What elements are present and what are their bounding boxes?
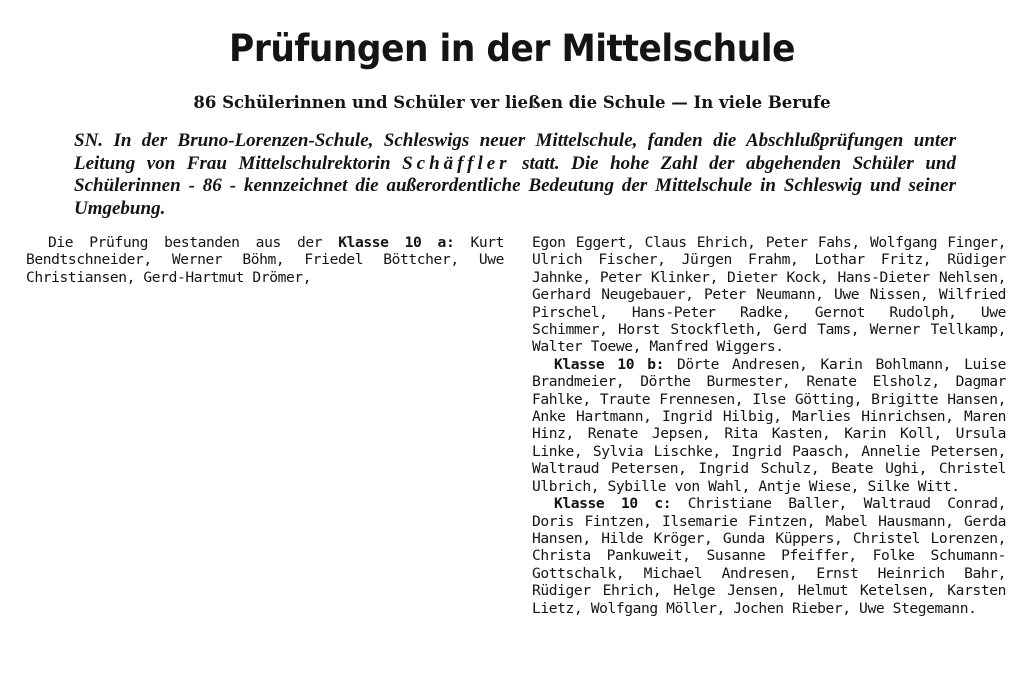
class-a-paragraph-start [26, 234, 504, 286]
lead-text-part1: SN. In der Bruno-Lorenzen-Schule, Schleswigs neuer Mittelschule, fanden die Abschlußprüfungen unter Leitung von Frau Mittelschulrektorin [74, 130, 956, 174]
class-c-names: Christiane Baller, Waltraud Conrad, Doris Fintzen, Ilsemarie Fintzen, Mabel Hausmann, Gerda Hansen, Hilde Kröger, Gunda Küppers, Christel Lorenzen, Christa Pankuweit, Susanne Pfeiffer, Folke Schumann-Gottschalk, Michael Andresen, Ernst Heinrich Bahr, Rüdiger Ehrich, Helge Jensen, Helmut Ketelsen, Karsten Lietz, Wolfgang Möller, Jochen Rieber, Uwe Stegemann. [532, 495, 1006, 617]
class-b-paragraph [532, 356, 1006, 495]
left-column [26, 234, 504, 286]
class-b-label: Klasse 10 b: [554, 355, 664, 373]
class-a-label: Klasse 10 a: [338, 234, 455, 251]
lead-rector-name: Schäffler [402, 152, 511, 174]
article-lead-paragraph [74, 130, 956, 220]
lead-text-part2: statt. Die hohe Zahl der abgehenden Schüler und Schülerinnen - 86 - kennzeichnet die außerordentliche Bedeutung der Mittelschule in Schleswig und seiner Umgebung. [74, 152, 956, 219]
article-subheadline: 86 Schülerinnen und Schüler ver ließen die Schule — In viele Berufe [193, 93, 831, 112]
intro-text: Die Prüfung bestanden aus der [48, 234, 339, 251]
class-c-label: Klasse 10 c: [554, 495, 672, 513]
class-a-names-start: Kurt Bendtschneider, Werner Böhm, Friedel Böttcher, Uwe Christiansen, Gerd-Hartmut Drömer, [26, 234, 504, 286]
right-column [532, 234, 1006, 617]
class-b-names: Dörte Andresen, Karin Bohlmann, Luise Brandmeier, Dörthe Burmester, Renate Elsholz, Dagmar Fahlke, Traute Frennesen, Ilse Götting, Brigitte Hansen, Anke Hartmann, Ingrid Hilbig, Marlies Hinrichsen, Maren Hinz, Renate Jepsen, Rita Kasten, Karin Koll, Ursula Linke, Sylvia Lischke, Ingrid Paasch, Annelie Petersen, Waltraud Petersen, Ingrid Schulz, Beate Ughi, Christel Ulbrich, Sybille von Wahl, Antje Wiese, Silke Witt. [532, 355, 1006, 495]
class-c-paragraph [532, 495, 1006, 617]
class-a-paragraph-continued: Egon Eggert, Claus Ehrich, Peter Fahs, Wolfgang Finger, Ulrich Fischer, Jürgen Frahm, Lothar Fritz, Rüdiger Jahnke, Peter Klinker, Dieter Kock, Hans-Dieter Nehlsen, Gerhard Neugebauer, Peter Neumann, Uwe Nissen, Wilfried Pirschel, Hans-Peter Radke, Gernot Rudolph, Uwe Schimmer, Horst Stockfleth, Gerd Tams, Werner Tellkamp, Walter Toewe, Manfred Wiggers. [532, 234, 1006, 356]
article-headline: Prüfungen in der Mittelschule [229, 27, 795, 70]
